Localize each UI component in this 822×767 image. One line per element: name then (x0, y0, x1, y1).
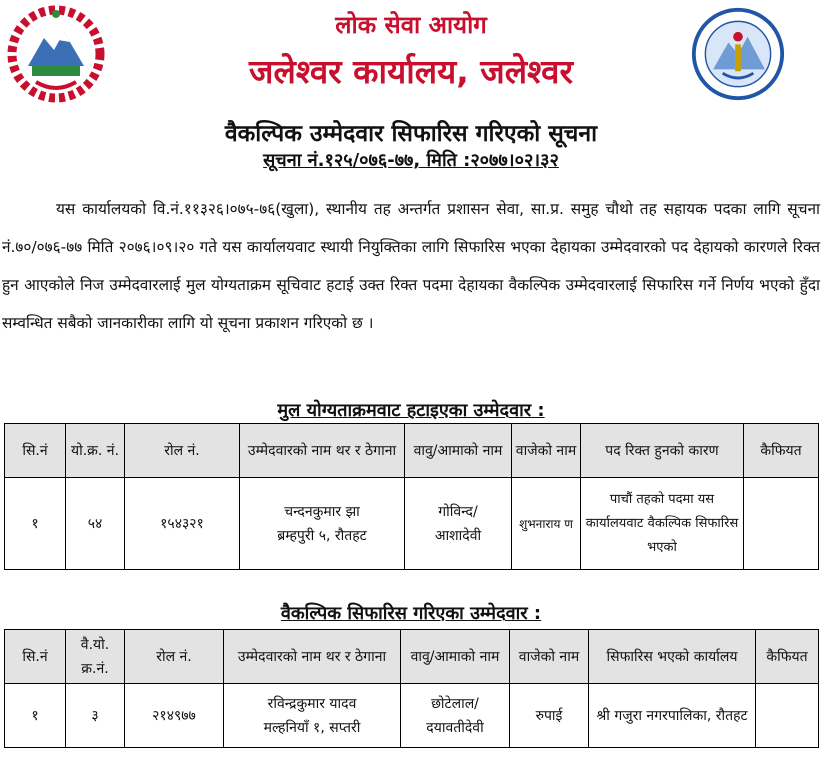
letterhead (0, 0, 822, 108)
column-header: रोल नं. (125, 424, 240, 478)
column-header: सि.नं (5, 630, 66, 684)
parent-name (401, 684, 510, 748)
candidate-name: रविन्द्रकुमार यादव (267, 695, 357, 712)
column-header: कैफियत (744, 424, 819, 478)
table-row (5, 684, 819, 748)
recommended-candidates-title: वैकल्पिक सिफारिस गरिएका उम्मेदवार : (280, 603, 542, 624)
grandfather-name: शुभनाराय ण (512, 478, 581, 570)
column-header: उम्मेदवारको नाम थर र ठेगाना (224, 630, 401, 684)
removed-candidates-table (4, 423, 819, 570)
candidate-name-address (240, 478, 405, 570)
serial-number: १ (5, 684, 66, 748)
recommended-office: श्री गजुरा नगरपालिका, रौतहट (589, 684, 756, 748)
roll-number: १५४३२१ (125, 478, 240, 570)
column-header: वाजेको नाम (512, 424, 581, 478)
candidate-name: चन्दनकुमार झा (284, 503, 360, 520)
psc-logo-icon (690, 6, 786, 102)
column-header: वावु/आमाको नाम (401, 630, 510, 684)
table-header-row (5, 424, 819, 478)
column-header: वाजेको नाम (510, 630, 589, 684)
notice-body: यस कार्यालयको वि.नं.११३२६।०७५-७६(खुला), स्थानीय तह अन्तर्गत प्रशासन सेवा, सा.प्र. समुह चौथो तह सहायक पदका लागि सूचना नं.७०/०७६-७७ मिति २०७६।०९।२० गते यस कार्यालयवाट स्थायी नियुक्तिका लागि सिफारिस भएका देहायका उम्मेदवारको पद देहायको कारणले रिक्त हुन आएकोले निज उम्मेदवारलाई मुल योग्यताक्रम सूचिवाट हटाई उक्त रिक्त पदमा देहायका वैकल्पिक उम्मेदवारलाई सिफारिस गर्ने निर्णय भएको हुँदा सम्वन्धित सबैको जानकारीका लागि यो सूचना प्रकाशन गरिएको छ । (2, 200, 820, 332)
recommended-candidates-table (4, 629, 819, 748)
grandfather-name: रुपाई (510, 684, 589, 748)
table-row (5, 478, 819, 570)
column-header: कैफियत (756, 630, 819, 684)
father-name: छोटेलाल/ (431, 695, 479, 712)
notice-reference: सूचना नं.१२५/०७६-७७, मिति :२०७७।०२।३२ (263, 150, 559, 171)
merit-number: ५४ (66, 478, 125, 570)
roll-number: २१४९७७ (125, 684, 224, 748)
remarks (744, 478, 819, 570)
removed-candidates-title: मुल योग्यताक्रमवाट हटाइएका उम्मेदवार : (277, 400, 545, 421)
notice-title: वैकल्पिक उम्मेदवार सिफारिस गरिएको सूचना (224, 121, 598, 147)
serial-number: १ (5, 478, 66, 570)
column-header: वै.यो. क्र.नं. (66, 630, 125, 684)
vacancy-reason: पाचौं तहको पदमा यस कार्यालयवाट वैकल्पिक सिफारिस भएको (581, 478, 744, 570)
column-header: सि.नं (5, 424, 66, 478)
column-header: रोल नं. (125, 630, 224, 684)
column-header: पद रिक्त हुनको कारण (581, 424, 744, 478)
column-header: वावु/आमाको नाम (405, 424, 512, 478)
father-name: गोविन्द/ (438, 503, 478, 520)
column-header: उम्मेदवारको नाम थर र ठेगाना (240, 424, 405, 478)
merit-number: ३ (66, 684, 125, 748)
column-header: सिफारिस भएको कार्यालय (589, 630, 756, 684)
table-header-row (5, 630, 819, 684)
remarks (756, 684, 819, 748)
candidate-name-address (224, 684, 401, 748)
mother-name: दयावतीदेवी (426, 719, 484, 736)
org-name: लोक सेवा आयोग (335, 11, 487, 39)
candidate-address: ब्रम्हपुरी ५, रौतहट (277, 527, 367, 544)
candidate-address: मल्हनियाँ १, सप्तरी (263, 719, 361, 736)
office-name: जलेश्वर कार्यालय, जलेश्वर (248, 52, 574, 91)
parent-name (405, 478, 512, 570)
column-header: यो.क्र. नं. (66, 424, 125, 478)
mother-name: आशादेवी (434, 527, 482, 544)
